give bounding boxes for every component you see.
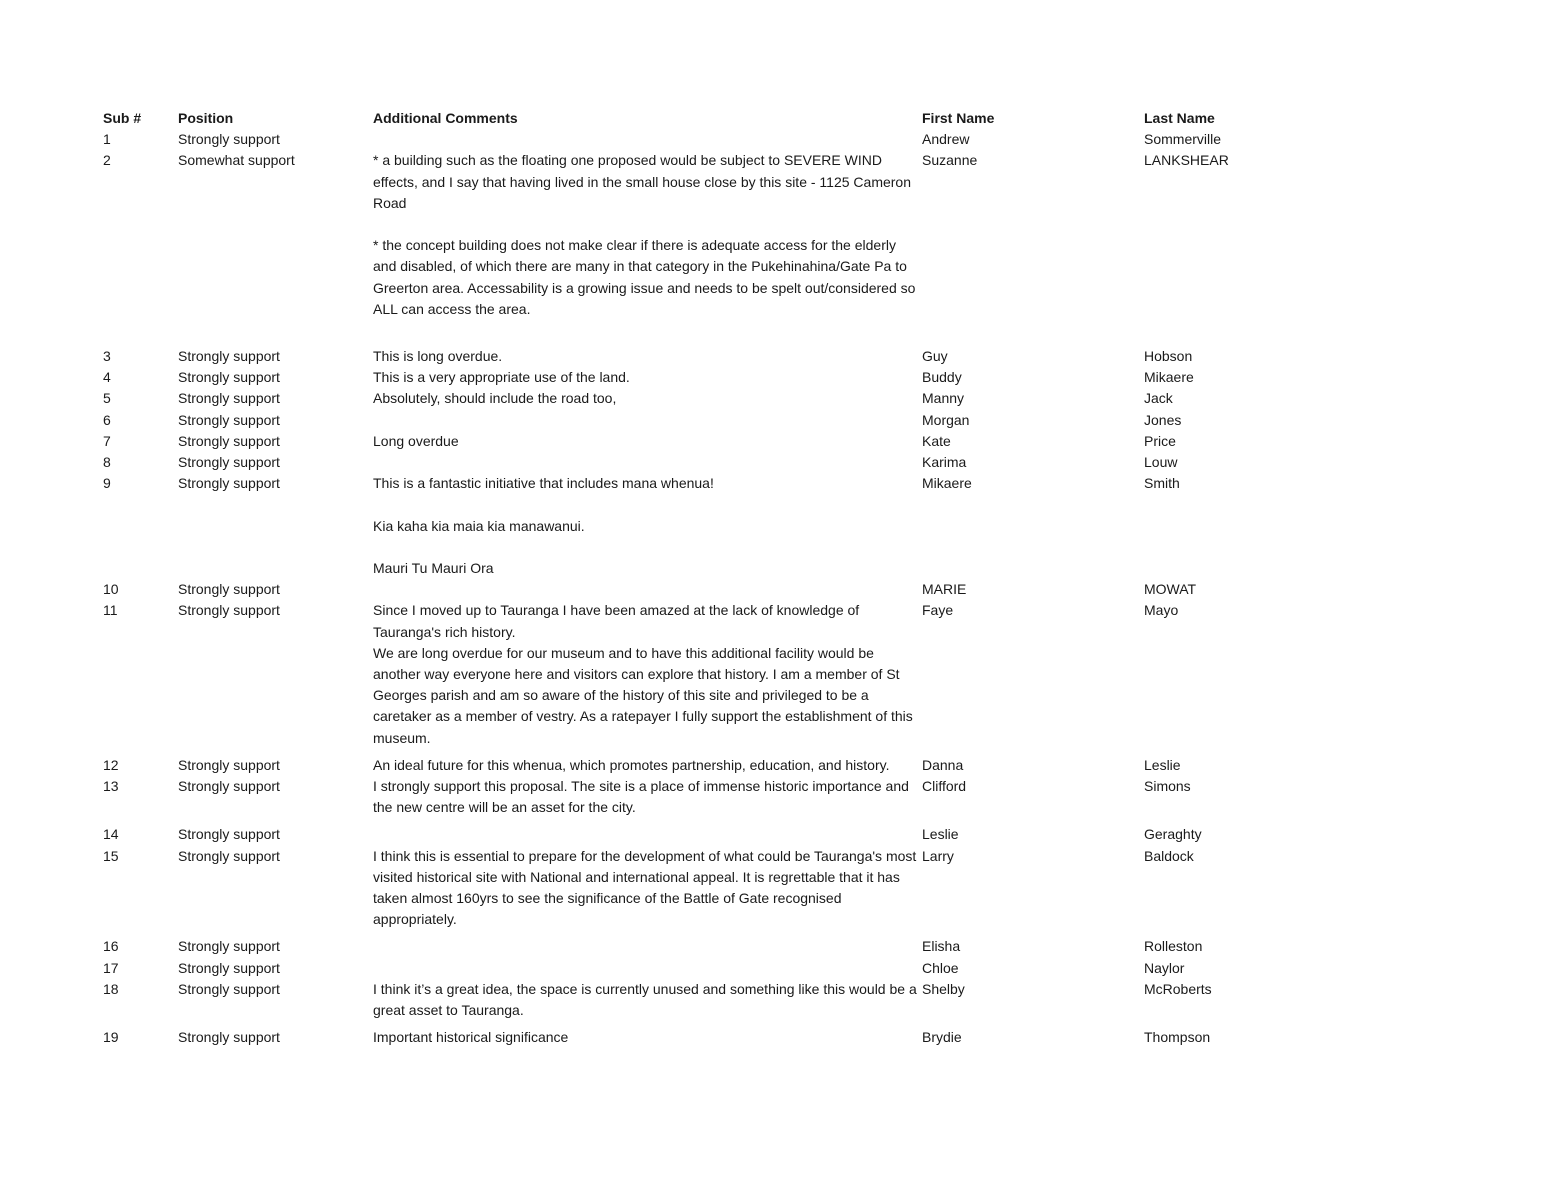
cell-last-name: Thompson [1144, 1029, 1211, 1046]
cell-first-name: Suzanne [922, 152, 978, 169]
table-row [103, 579, 1403, 600]
table-row [103, 129, 1403, 150]
cell-sub-number: 13 [103, 778, 119, 795]
cell-first-name: MARIE [922, 581, 967, 598]
cell-additional-comments [373, 846, 922, 937]
cell-first-name: Clifford [922, 778, 967, 795]
comment-paragraph: This is a fantastic initiative that includes mana whenua! [373, 475, 714, 492]
cell-position: Strongly support [178, 348, 280, 365]
cell-first-name: Brydie [922, 1029, 962, 1046]
comment-paragraph: We are long overdue for our museum and to have this additional facility would be another way everyone here and visitors can explore that history. I am a member of St Georges parish and am so aware of the history of this site and privileged to be a caretaker as a member of vestry. As a ratepayer I fully support the establishment of this museum. [373, 644, 913, 746]
cell-position: Strongly support [178, 778, 280, 795]
cell-position: Strongly support [178, 847, 280, 864]
cell-sub-number: 19 [103, 1029, 119, 1046]
cell-additional-comments [373, 776, 922, 824]
submissions-sheet [103, 108, 1403, 1048]
cell-last-name: Sommerville [1144, 131, 1222, 148]
cell-additional-comments [373, 346, 922, 367]
header-first-name: First Name [922, 110, 995, 126]
cell-first-name: Andrew [922, 131, 970, 148]
cell-sub-number: 9 [103, 475, 111, 492]
table-row [103, 776, 1403, 824]
cell-first-name: Karima [922, 454, 967, 471]
cell-sub-number: 6 [103, 411, 111, 428]
cell-sub-number: 11 [103, 602, 118, 619]
comment-paragraph: Long overdue [373, 432, 459, 449]
table-row [103, 452, 1403, 473]
table-row [103, 846, 1403, 937]
comment-paragraph: I strongly support this proposal. The site is a place of immense historic importance and the new centre will be an asset for the city. [373, 778, 909, 816]
table-row [103, 958, 1403, 979]
cell-sub-number: 2 [103, 152, 111, 169]
cell-first-name: Guy [922, 348, 948, 365]
header-sub-number: Sub # [103, 110, 142, 126]
cell-last-name: Mayo [1144, 602, 1179, 619]
cell-position: Strongly support [178, 938, 280, 955]
comment-paragraph: Mauri Tu Mauri Ora [373, 560, 494, 577]
cell-last-name: MOWAT [1144, 581, 1197, 598]
cell-first-name: Shelby [922, 980, 965, 997]
cell-sub-number: 14 [103, 826, 119, 843]
cell-additional-comments [373, 824, 922, 845]
cell-position: Strongly support [178, 826, 280, 843]
header-additional-comments: Additional Comments [373, 110, 518, 126]
cell-sub-number: 16 [103, 938, 119, 955]
cell-sub-number: 12 [103, 756, 119, 773]
cell-sub-number: 5 [103, 390, 111, 407]
cell-first-name: Manny [922, 390, 965, 407]
cell-additional-comments [373, 579, 922, 600]
cell-position: Strongly support [178, 390, 280, 407]
cell-first-name: Faye [922, 602, 954, 619]
table-row [103, 346, 1403, 367]
comment-paragraph: Kia kaha kia maia kia manawanui. [373, 517, 585, 534]
cell-sub-number: 10 [103, 581, 119, 598]
table-row [103, 367, 1403, 388]
cell-sub-number: 4 [103, 369, 111, 386]
comment-paragraph: This is a very appropriate use of the land. [373, 369, 630, 386]
table-row [103, 824, 1403, 845]
cell-position: Strongly support [178, 959, 280, 976]
cell-position: Strongly support [178, 581, 280, 598]
comment-paragraph: Absolutely, should include the road too, [373, 390, 617, 407]
cell-sub-number: 3 [103, 348, 111, 365]
comment-paragraph: This is long overdue. [373, 348, 503, 365]
table-row [103, 431, 1403, 452]
cell-first-name: Elisha [922, 938, 961, 955]
cell-last-name: Smith [1144, 475, 1180, 492]
table-row [103, 410, 1403, 431]
cell-last-name: Jack [1144, 390, 1173, 407]
cell-additional-comments [373, 410, 922, 431]
cell-sub-number: 1 [103, 131, 111, 148]
cell-position: Strongly support [178, 756, 280, 773]
cell-additional-comments [373, 431, 922, 452]
cell-last-name: Leslie [1144, 756, 1181, 773]
cell-first-name: Mikaere [922, 475, 972, 492]
table-row [103, 1027, 1403, 1048]
submission-rows [103, 129, 1403, 1048]
table-row [103, 388, 1403, 409]
cell-last-name: Simons [1144, 778, 1191, 795]
cell-sub-number: 8 [103, 454, 111, 471]
comment-paragraph: I think it’s a great idea, the space is currently unused and something like this would be a great asset to Tauranga. [373, 980, 917, 1019]
cell-additional-comments [373, 979, 922, 1027]
cell-position: Strongly support [178, 369, 280, 386]
cell-position: Somewhat support [178, 152, 295, 169]
table-row [103, 473, 1403, 579]
cell-first-name: Kate [922, 432, 951, 449]
cell-first-name: Chloe [922, 959, 959, 976]
cell-position: Strongly support [178, 411, 280, 428]
cell-sub-number: 15 [103, 847, 119, 864]
cell-position: Strongly support [178, 602, 280, 619]
cell-position: Strongly support [178, 131, 280, 148]
header-position: Position [178, 110, 234, 126]
cell-last-name: Naylor [1144, 959, 1185, 976]
cell-additional-comments [373, 129, 922, 150]
comment-paragraph: I think this is essential to prepare for the development of what could be Tauranga's most visited historical site with National and international appeal. It is regrettable that it has taken almost 160yrs to see the significance of the Battle of Gate recognised appropriately. [373, 847, 917, 928]
cell-last-name: Price [1144, 432, 1176, 449]
cell-last-name: Louw [1144, 454, 1178, 471]
cell-additional-comments [373, 958, 922, 979]
cell-additional-comments [373, 452, 922, 473]
cell-last-name: Rolleston [1144, 938, 1203, 955]
table-row [103, 936, 1403, 957]
cell-last-name: McRoberts [1144, 980, 1212, 997]
cell-additional-comments [373, 755, 922, 776]
comment-paragraph: An ideal future for this whenua, which promotes partnership, education, and history. [373, 756, 890, 773]
cell-first-name: Leslie [922, 826, 959, 843]
cell-position: Strongly support [178, 475, 280, 492]
header-row [103, 108, 1403, 129]
comment-paragraph: Important historical significance [373, 1029, 569, 1046]
cell-last-name: Jones [1144, 411, 1182, 428]
cell-position: Strongly support [178, 1029, 280, 1046]
cell-additional-comments [373, 600, 922, 754]
cell-last-name: Baldock [1144, 847, 1194, 864]
submissions-table [103, 108, 1403, 1048]
cell-additional-comments [373, 1027, 922, 1048]
cell-additional-comments [373, 388, 922, 409]
cell-first-name: Morgan [922, 411, 970, 428]
cell-last-name: Mikaere [1144, 369, 1194, 386]
cell-position: Strongly support [178, 980, 280, 997]
table-row [103, 150, 1403, 346]
cell-first-name: Buddy [922, 369, 962, 386]
cell-first-name: Danna [922, 756, 964, 773]
cell-sub-number: 17 [103, 959, 119, 976]
cell-additional-comments [373, 936, 922, 957]
table-row [103, 755, 1403, 776]
cell-sub-number: 7 [103, 432, 111, 449]
cell-additional-comments [373, 473, 922, 579]
cell-sub-number: 18 [103, 980, 119, 997]
cell-last-name: Geraghty [1144, 826, 1202, 843]
comment-paragraph: * a building such as the floating one proposed would be subject to SEVERE WIND effects, and I say that having lived in the small house close by this site - 1125 Cameron Road [373, 152, 911, 211]
cell-position: Strongly support [178, 432, 280, 449]
comment-paragraph: Since I moved up to Tauranga I have been amazed at the lack of knowledge of Tauranga's rich history. [373, 602, 860, 640]
header-last-name: Last Name [1144, 110, 1215, 126]
cell-last-name: Hobson [1144, 348, 1193, 365]
table-row [103, 600, 1403, 754]
comment-paragraph: * the concept building does not make clear if there is adequate access for the elderly and disabled, of which there are many in that category in the Pukehinahina/Gate Pa to Greerton area. Accessability is a growing issue and needs to be spelt out/considered so ALL can access the area. [373, 237, 916, 317]
cell-additional-comments [373, 150, 922, 346]
cell-position: Strongly support [178, 454, 280, 471]
cell-last-name: LANKSHEAR [1144, 152, 1229, 169]
table-row [103, 979, 1403, 1027]
cell-first-name: Larry [922, 847, 954, 864]
cell-additional-comments [373, 367, 922, 388]
